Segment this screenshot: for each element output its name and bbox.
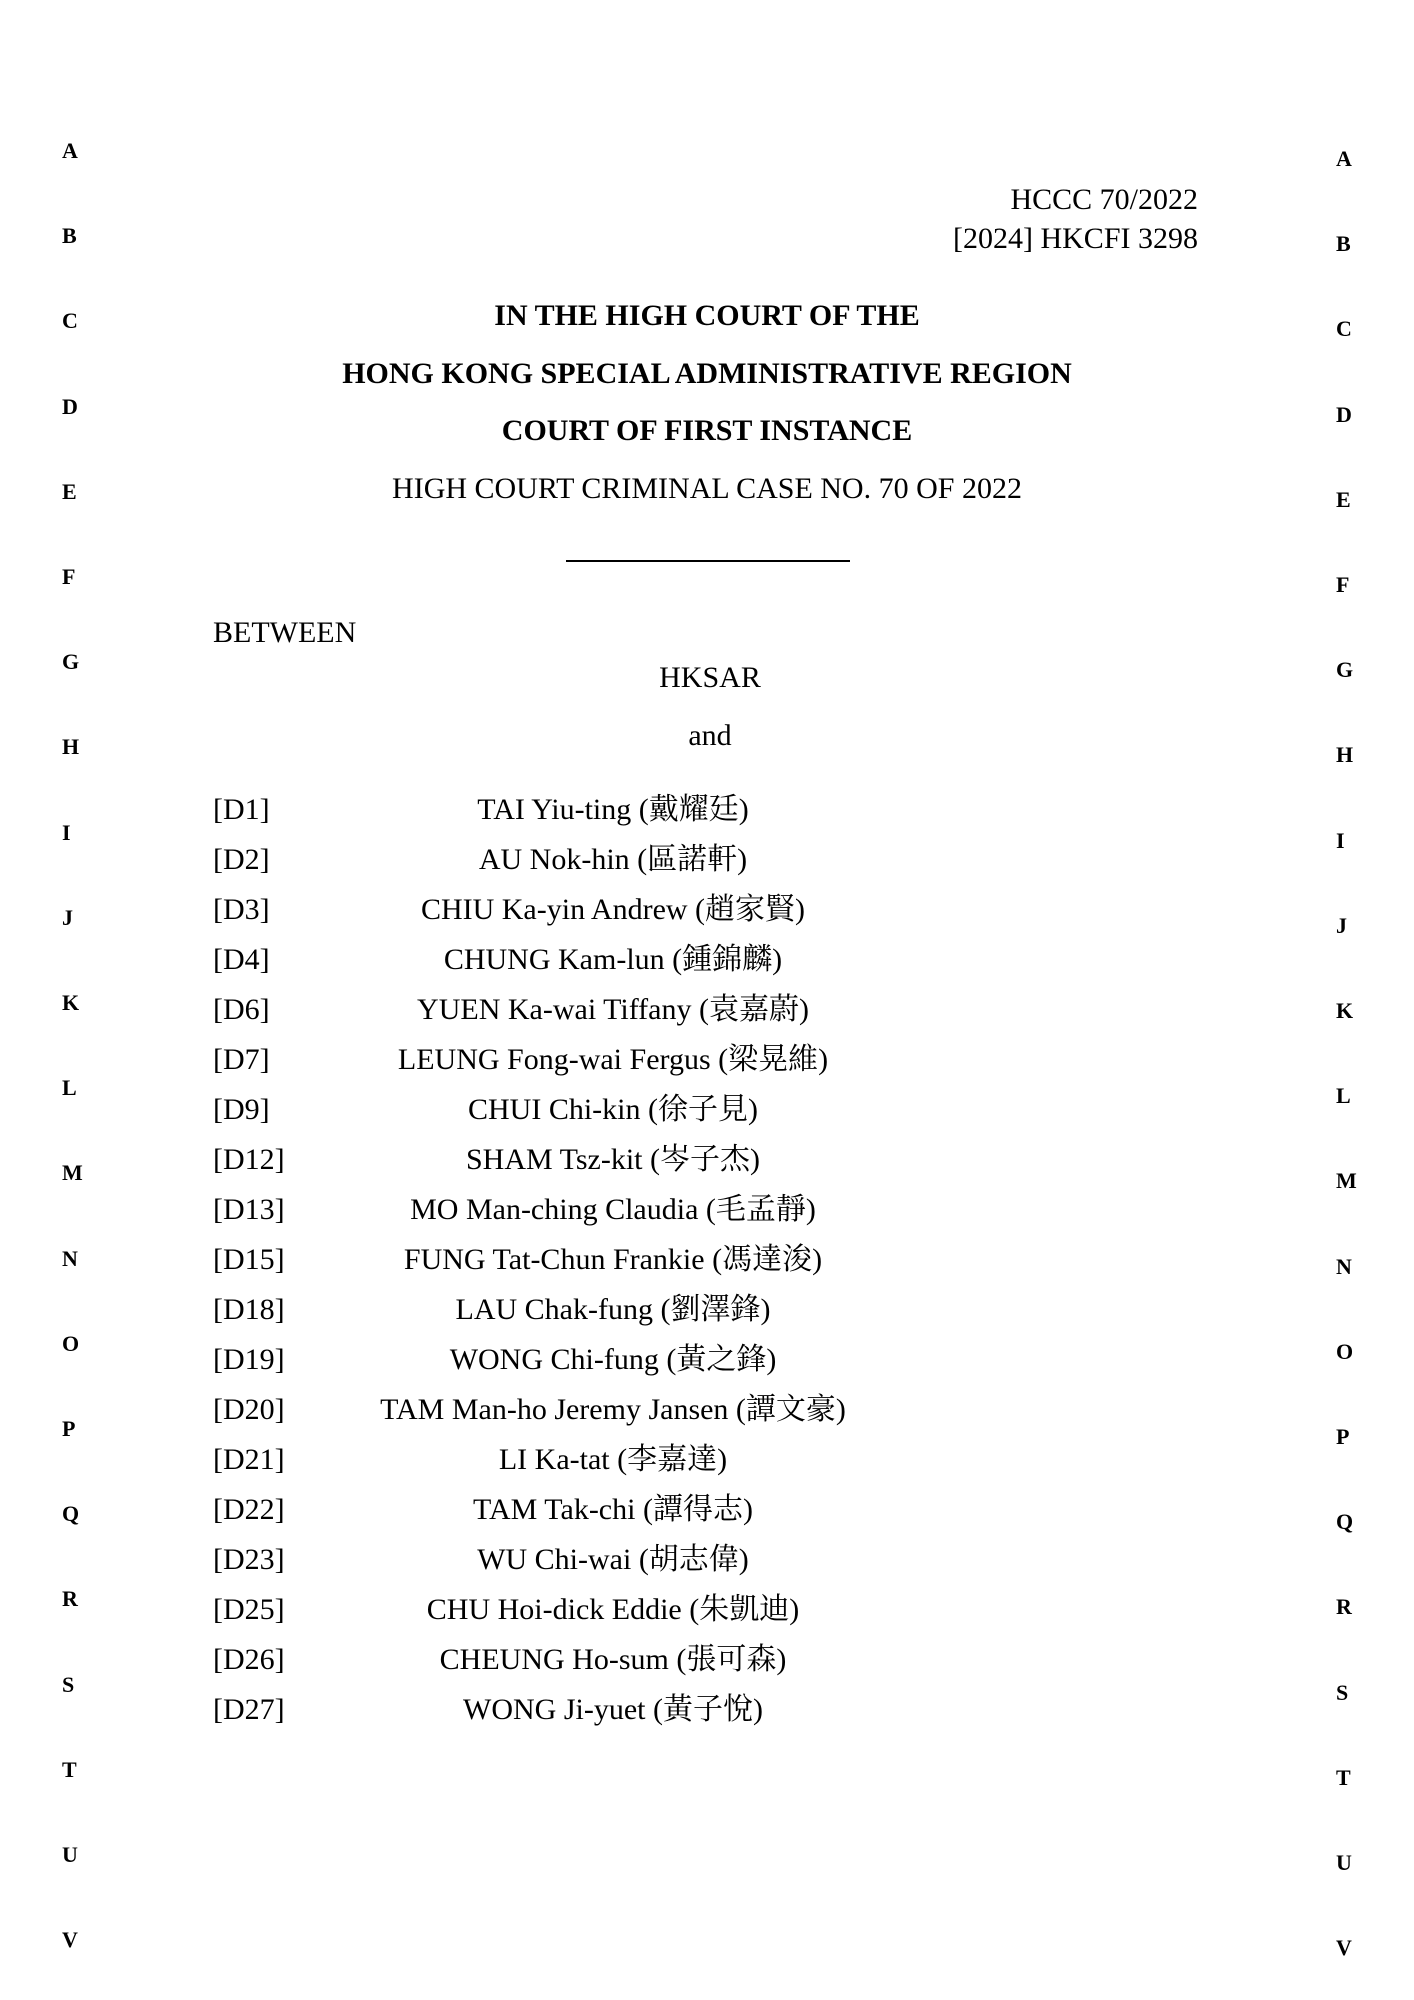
margin-letter-left: K [62, 990, 80, 1015]
defendant-row [213, 1142, 1213, 1192]
defendant-row [213, 1342, 1213, 1392]
defendant-name: TAM Man-ho Jeremy Jansen (譚文豪) [380, 1393, 846, 1426]
defendant-name: LAU Chak-fung (劉澤鋒) [455, 1293, 771, 1326]
defendant-row [213, 1392, 1213, 1442]
margin-letter-left: U [62, 1842, 78, 1867]
defendant-number: [D7] [213, 1043, 270, 1076]
margin-letter-right: I [1336, 828, 1345, 853]
margin-letter-right: B [1336, 231, 1351, 256]
margin-letter-right: L [1336, 1083, 1351, 1108]
defendant-row [213, 892, 1213, 942]
margin-letter-left: L [62, 1075, 77, 1100]
defendant-number: [D3] [213, 893, 270, 926]
margin-letter-left: O [62, 1331, 80, 1356]
defendant-number: [D6] [213, 993, 270, 1026]
margin-letter-right: K [1336, 998, 1354, 1023]
defendant-row [213, 842, 1213, 892]
margin-letter-right: F [1336, 572, 1350, 597]
margin-letter-right: O [1336, 1339, 1354, 1364]
margin-letter-left: R [62, 1586, 78, 1611]
defendant-name: CHUNG Kam-lun (鍾錦麟) [443, 943, 783, 976]
margin-letter-left: C [62, 308, 78, 333]
margin-letter-left: I [62, 820, 71, 845]
defendant-list [213, 792, 1213, 1742]
defendant-number: [D21] [213, 1443, 285, 1476]
defendant-name: WONG Ji-yuet (黃子悅) [463, 1693, 763, 1726]
defendant-name: SHAM Tsz-kit (岑子杰) [465, 1143, 760, 1176]
defendant-number: [D22] [213, 1493, 285, 1526]
defendant-number: [D23] [213, 1543, 285, 1576]
defendant-number: [D20] [213, 1393, 285, 1426]
between-label: BETWEEN [213, 616, 357, 649]
margin-letter-left: G [62, 649, 80, 674]
margin-letter-right: A [1336, 146, 1352, 171]
court-heading-line-1: IN THE HIGH COURT OF THE [494, 299, 920, 332]
margin-letter-left: A [62, 138, 78, 163]
defendant-row [213, 1592, 1213, 1642]
defendant-number: [D27] [213, 1693, 285, 1726]
defendant-row [213, 1042, 1213, 1092]
margin-letter-right: E [1336, 487, 1351, 512]
case-number: HCCC 70/2022 [1010, 183, 1198, 216]
margin-letter-left: H [62, 734, 80, 759]
defendant-name: WU Chi-wai (胡志偉) [477, 1543, 749, 1576]
margin-letter-right: J [1336, 913, 1347, 938]
margin-letter-right: Q [1336, 1509, 1354, 1534]
margin-letter-left: E [62, 479, 77, 504]
defendant-name: TAM Tak-chi (譚得志) [473, 1493, 753, 1526]
defendant-name: WONG Chi-fung (黃之鋒) [449, 1343, 777, 1376]
defendant-row [213, 1242, 1213, 1292]
margin-letter-right: P [1336, 1424, 1350, 1449]
defendant-name: CHIU Ka-yin Andrew (趙家賢) [420, 893, 806, 926]
defendant-name: FUNG Tat-Chun Frankie (馮達浚) [403, 1243, 823, 1276]
defendant-row [213, 1692, 1213, 1742]
margin-letter-right: G [1336, 657, 1354, 682]
margin-letter-left: P [62, 1416, 76, 1441]
left-margin-letters [62, 0, 102, 2000]
defendant-row [213, 1642, 1213, 1692]
defendant-row [213, 1442, 1213, 1492]
court-heading-line-3: COURT OF FIRST INSTANCE [501, 414, 913, 447]
defendant-number: [D2] [213, 843, 270, 876]
defendant-number: [D25] [213, 1593, 285, 1626]
margin-letter-right: S [1336, 1680, 1349, 1705]
margin-letter-right: H [1336, 742, 1354, 767]
defendant-name: MO Man-ching Claudia (毛孟靜) [410, 1193, 816, 1226]
and-label: and [688, 719, 732, 752]
margin-letter-left: B [62, 223, 77, 248]
defendant-number: [D1] [213, 793, 270, 826]
neutral-citation: [2024] HKCFI 3298 [953, 222, 1198, 255]
defendant-row [213, 1192, 1213, 1242]
defendant-row [213, 1292, 1213, 1342]
margin-letter-left: J [62, 905, 73, 930]
right-margin-letters [1336, 0, 1376, 2000]
margin-letter-right: R [1336, 1594, 1352, 1619]
margin-letter-right: N [1336, 1254, 1352, 1279]
defendant-name: CHEUNG Ho-sum (張可森) [439, 1643, 787, 1676]
defendant-row [213, 1092, 1213, 1142]
defendant-name: TAI Yiu-ting (戴耀廷) [477, 793, 749, 826]
case-title: HIGH COURT CRIMINAL CASE NO. 70 OF 2022 [392, 472, 1022, 505]
defendant-row [213, 992, 1213, 1042]
defendant-number: [D9] [213, 1093, 270, 1126]
margin-letter-left: M [62, 1160, 83, 1185]
margin-letter-left: N [62, 1246, 78, 1271]
margin-letter-left: S [62, 1672, 75, 1697]
defendant-name: LI Ka-tat (李嘉達) [498, 1443, 728, 1476]
defendant-row [213, 942, 1213, 992]
defendant-row [213, 1542, 1213, 1592]
margin-letter-right: U [1336, 1850, 1352, 1875]
defendant-number: [D4] [213, 943, 270, 976]
defendant-name: CHU Hoi-dick Eddie (朱凱迪) [426, 1593, 800, 1626]
margin-letter-left: T [62, 1757, 77, 1782]
defendant-number: [D15] [213, 1243, 285, 1276]
margin-letter-left: Q [62, 1501, 80, 1526]
margin-letter-left: V [62, 1927, 78, 1952]
margin-letter-right: T [1336, 1765, 1351, 1790]
defendant-name: AU Nok-hin (區諾軒) [478, 843, 748, 876]
margin-letter-right: D [1336, 402, 1352, 427]
defendant-number: [D26] [213, 1643, 285, 1676]
margin-letter-right: V [1336, 1935, 1352, 1960]
prosecution-party: HKSAR [659, 661, 761, 694]
heading-divider [566, 560, 850, 562]
defendant-number: [D13] [213, 1193, 285, 1226]
margin-letter-right: M [1336, 1168, 1357, 1193]
defendant-name: CHUI Chi-kin (徐子見) [468, 1093, 758, 1126]
defendant-row [213, 792, 1213, 842]
margin-letter-right: C [1336, 316, 1352, 341]
defendant-number: [D19] [213, 1343, 285, 1376]
defendant-number: [D18] [213, 1293, 285, 1326]
defendant-name: YUEN Ka-wai Tiffany (袁嘉蔚) [417, 993, 809, 1026]
defendant-number: [D12] [213, 1143, 285, 1176]
court-heading-line-2: HONG KONG SPECIAL ADMINISTRATIVE REGION [342, 357, 1072, 390]
defendant-name: LEUNG Fong-wai Fergus (梁晃維) [397, 1043, 829, 1076]
defendant-row [213, 1492, 1213, 1542]
margin-letter-left: F [62, 564, 76, 589]
margin-letter-left: D [62, 394, 78, 419]
